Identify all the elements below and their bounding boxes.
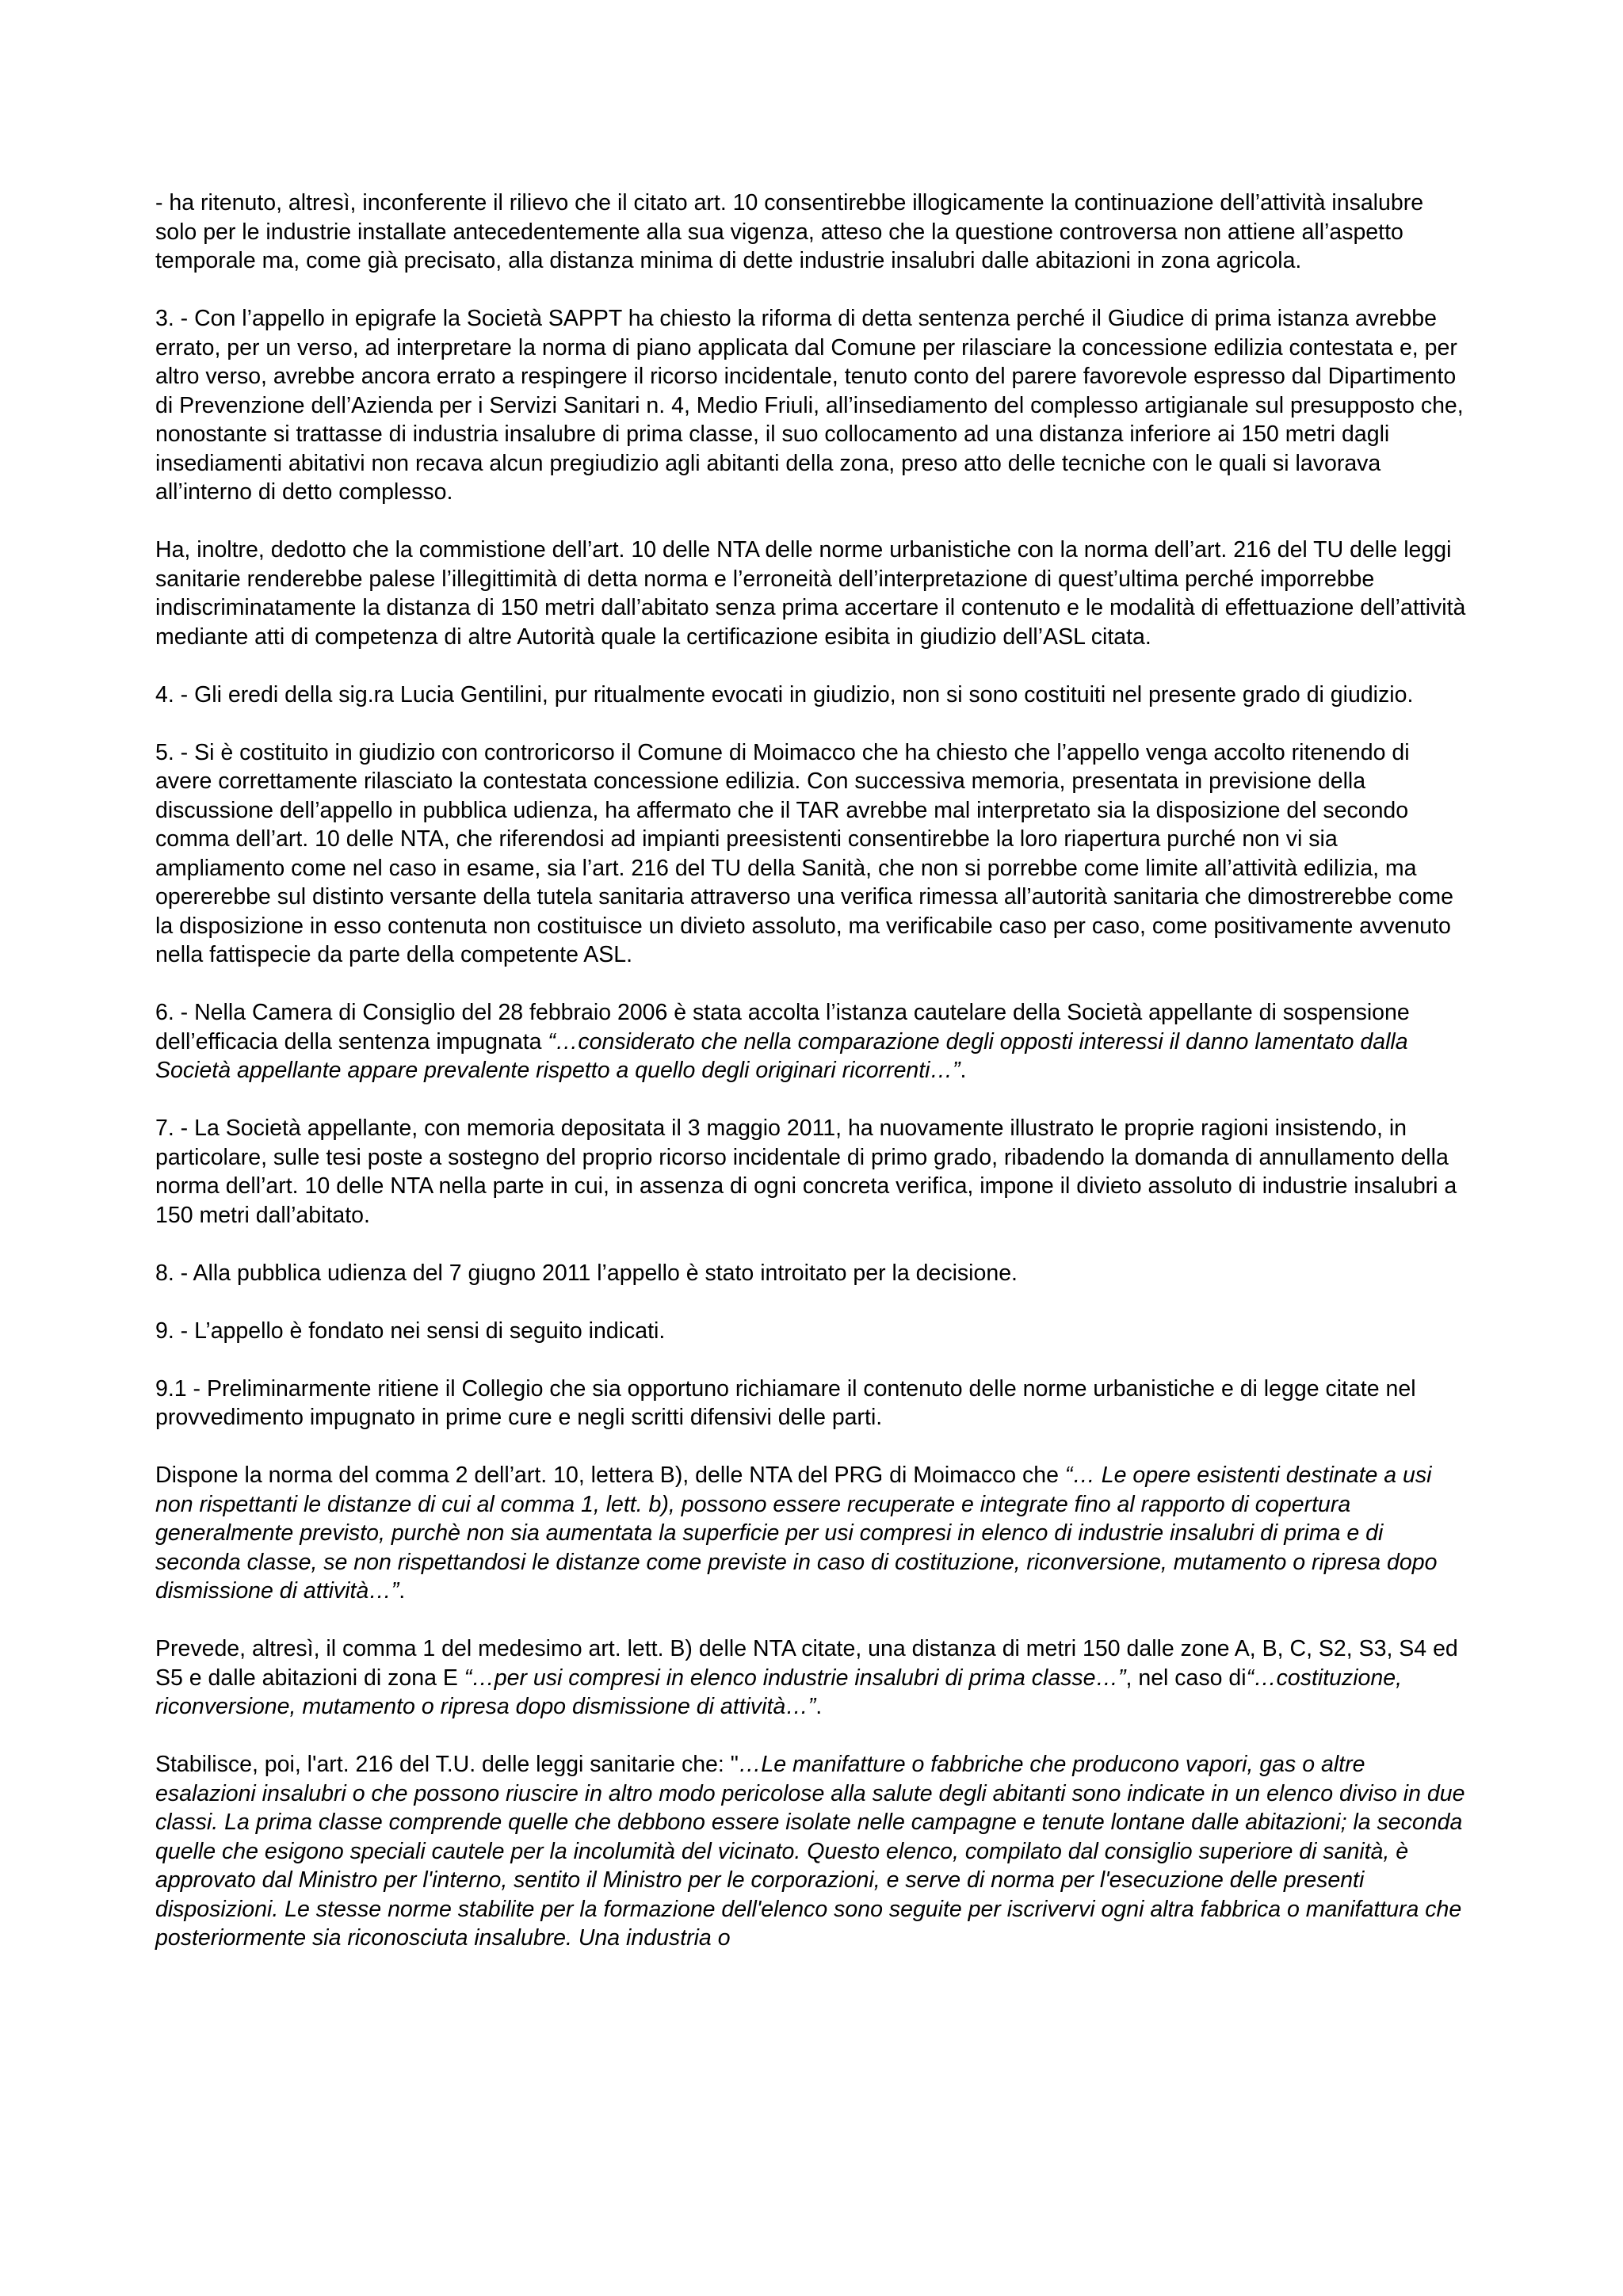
paragraph-text: , nel caso di: [1125, 1665, 1247, 1691]
paragraph-text: 4. - Gli eredi della sig.ra Lucia Gentilini, pur ritualmente evocati in giudizio, non si sono costituiti nel presente grado di giudizio.: [155, 681, 1414, 707]
paragraph-text: Ha, inoltre, dedotto che la commistione dell’art. 10 delle NTA delle norme urbanistiche con la norma dell’art. 216 del TU delle leggi sanitarie renderebbe palese l’illegittimità di detta norma e l’erroneità dell’interpretazione di quest’ultima perché imporrebbe indiscriminatamente la distanza di 150 metri dall’abitato senza prima accertare il contenuto e le modalità di effettuazione dell’attività mediante atti di competenza di altre Autorità quale la certificazione esibita in giudizio dell’ASL citata.: [155, 537, 1466, 650]
paragraph-text: 5. - Si è costituito in giudizio con controricorso il Comune di Moimacco che ha chiesto che l’appello venga accolto ritenendo di avere correttamente rilasciato la contestata concessione edilizia. Con successiva memoria, presentata in previsione della discussione dell’appello in pubblica udienza, ha affermato che il TAR avrebbe mal interpretato sia la disposizione del secondo comma dell’art. 10 delle NTA, che riferendosi ad impianti preesistenti consentirebbe la loro riapertura purché non vi sia ampliamento come nel caso in esame, sia l’art. 216 del TU della Sanità, che non si porrebbe come limite all’attività edilizia, ma opererebbe sul distinto versante della tutela sanitaria attraverso una verifica rimessa all’autorità sanitaria che dimostrerebbe come la disposizione in esso contenuta non costituisce un divieto assoluto, ma verificabile caso per caso, come positivamente avvenuto nella fattispecie da parte della competente ASL.: [155, 739, 1454, 967]
paragraph-text: .: [815, 1694, 823, 1719]
paragraph: [155, 1375, 1471, 1432]
paragraph: [155, 681, 1471, 710]
paragraph: [155, 1114, 1471, 1230]
paragraph-text: .: [960, 1058, 967, 1083]
paragraph: [155, 1317, 1471, 1346]
paragraph-text: 8. - Alla pubblica udienza del 7 giugno 2011 l’appello è stato introitato per la decisione.: [155, 1260, 1018, 1286]
quoted-text: …Le manifatture o fabbriche che producono vapori, gas o altre esalazioni insalubri o che possono riuscire in altro modo pericolose alla salute degli abitanti sono indicate in un elenco diviso in due classi. La prima classe comprende quelle che debbono essere isolate nelle campagne e tenute lontane dalle abitazioni; la seconda quelle che esigono speciali cautele per la incolumità del vicinato. Questo elenco, compilato dal consiglio superiore di sanità, è approvato dal Ministro per l'interno, sentito il Ministro per le corporazioni, e serve di norma per l'esecuzione delle presenti disposizioni. Le stesse norme stabilite per la formazione dell'elenco sono seguite per iscrivervi ogni altra fabbrica o manifattura che posteriormente sia riconosciuta insalubre. Una industria o: [155, 1752, 1465, 1951]
paragraph-text: 9. - L’appello è fondato nei sensi di seguito indicati.: [155, 1318, 666, 1344]
paragraph: [155, 738, 1471, 970]
quoted-text: “…per usi compresi in elenco industrie insalubri di prima classe…”: [464, 1665, 1126, 1691]
paragraph-text: 6. - Nella Camera di Consiglio del 28 febbraio 2006 è stata accolta l’istanza cautelare della Società appellante di sospensione dell’efficacia della sentenza impugnata: [155, 1000, 1410, 1055]
quoted-text: “…costituzione, riconversione, mutamento o ripresa dopo dismissione di attività…”: [155, 1665, 1403, 1719]
paragraph-text: 3. - Con l’appello in epigrafe la Società SAPPT ha chiesto la riforma di detta sentenza perché il Giudice di prima istanza avrebbe errato, per un verso, ad interpretare la norma di piano applicata dal Comune per rilasciare la concessione edilizia contestata e, per altro verso, avrebbe ancora errato a respingere il ricorso incidentale, tenuto conto del parere favorevole espresso dal Dipartimento di Prevenzione dell’Azienda per i Servizi Sanitari n. 4, Medio Friuli, all’insediamento del complesso artigianale sul presupposto che, nonostante si trattasse di industria insalubre di prima classe, il suo collocamento ad una distanza inferiore ai 150 metri dagli insediamenti abitativi non recava alcun pregiudizio agli abitanti della zona, preso atto delle tecniche con le quali si lavorava all’interno di detto complesso.: [155, 306, 1464, 505]
paragraph: [155, 1634, 1471, 1722]
quoted-text: “… Le opere esistenti destinate a usi non rispettanti le distanze di cui al comma 1, lett. b), possono essere recuperate e integrate fino al rapporto di copertura generalmente previsto, purchè non sia aumentata la superficie per usi compresi in elenco di industrie insalubri di prima e di seconda classe, se non rispettandosi le distanze come previste in caso di costituzione, riconversione, mutamento o ripresa dopo dismissione di attività…”: [155, 1463, 1438, 1604]
document-body: [155, 189, 1471, 1953]
paragraph: [155, 189, 1471, 276]
paragraph: [155, 304, 1471, 507]
paragraph-text: Stabilisce, poi, l'art. 216 del T.U. delle leggi sanitarie che: ": [155, 1752, 739, 1777]
paragraph: [155, 536, 1471, 651]
paragraph: [155, 998, 1471, 1085]
document-page: [155, 189, 1471, 1981]
paragraph-text: .: [399, 1578, 406, 1604]
paragraph: [155, 1461, 1471, 1606]
paragraph-text: Dispone la norma del comma 2 dell’art. 10, lettera B), delle NTA del PRG di Moimacco che: [155, 1463, 1065, 1488]
paragraph-text: 7. - La Società appellante, con memoria depositata il 3 maggio 2011, ha nuovamente illustrato le proprie ragioni insistendo, in particolare, sulle tesi poste a sostegno del proprio ricorso incidentale di primo grado, ribadendo la domanda di annullamento della norma dell’art. 10 delle NTA nella parte in cui, in assenza di ogni concreta verifica, impone il divieto assoluto di industrie insalubri a 150 metri dall’abitato.: [155, 1116, 1457, 1228]
quoted-text: “…considerato che nella comparazione degli opposti interessi il danno lamentato dalla Società appellante appare prevalente rispetto a quello degli originari ricorrenti…”: [155, 1028, 1408, 1083]
paragraph: [155, 1750, 1471, 1953]
paragraph-text: 9.1 - Preliminarmente ritiene il Collegio che sia opportuno richiamare il contenuto delle norme urbanistiche e di legge citate nel provvedimento impugnato in prime cure e negli scritti difensivi delle parti.: [155, 1375, 1416, 1430]
paragraph-text: Prevede, altresì, il comma 1 del medesimo art. lett. B) delle NTA citate, una distanza di metri 150 dalle zone A, B, C, S2, S3, S4 ed S5 e dalle abitazioni di zona E: [155, 1636, 1458, 1691]
paragraph-text: - ha ritenuto, altresì, inconferente il rilievo che il citato art. 10 consentirebbe illogicamente la continuazione dell’attività insalubre solo per le industrie installate antecedentemente alla sua vigenza, atteso che la questione controversa non attiene all’aspetto temporale ma, come già precisato, alla distanza minima di dette industrie insalubri dalle abitazioni in zona agricola.: [155, 190, 1424, 273]
paragraph: [155, 1259, 1471, 1288]
